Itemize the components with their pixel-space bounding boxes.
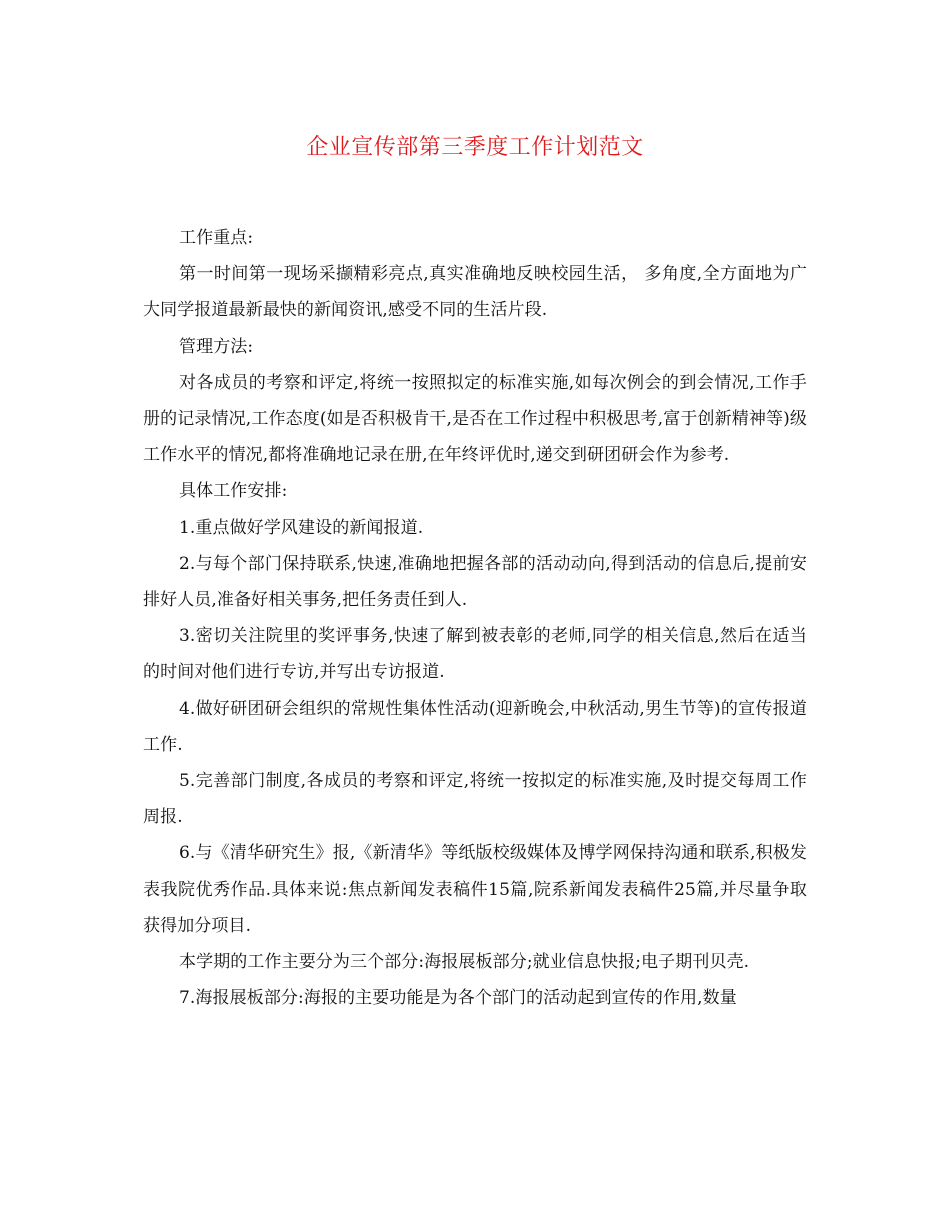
list-item-1: 1.重点做好学风建设的新闻报道.	[179, 517, 424, 538]
heading-work-arrangement: 具体工作安排:	[179, 481, 288, 502]
list-item-3: 3.密切关注院里的奖评事务,快速了解到被表彰的老师,同学的相关信息,然后在适当的时间对他们进行专访,并写出专访报道.	[143, 626, 807, 683]
paragraph-work-focus: 第一时间第一现场采撷精彩亮点,真实准确地反映校园生活， 多角度,全方面地为广大同学报道最新最快的新闻资讯,感受不同的生活片段.	[143, 264, 807, 321]
paragraph-management-method: 对各成员的考察和评定,将统一按照拟定的标准实施,如每次例会的到会情况,工作手册的记录情况,工作态度(如是否积极肯干,是否在工作过程中积极思考,富于创新精神等)级工作水平的情况,都将准确地记录在册,在年终评优时,递交到研团研会作为参考.	[143, 372, 807, 466]
list-item-5: 5.完善部门制度,各成员的考察和评定,将统一按拟定的标准实施,及时提交每周工作周报.	[143, 771, 807, 828]
list-item-2: 2.与每个部门保持联系,快速,准确地把握各部的活动动向,得到活动的信息后,提前安排好人员,准备好相关事务,把任务责任到人.	[143, 553, 807, 611]
heading-management-method: 管理方法:	[179, 336, 254, 357]
list-item-6: 6.与《清华研究生》报,《新清华》等纸版校级媒体及博学网保持沟通和联系,积极发表我院优秀作品.具体来说:焦点新闻发表稿件15篇,院系新闻发表稿件25篇,并尽量争取获得加分项目.	[143, 843, 807, 936]
list-item-7: 7.海报展板部分:海报的主要功能是为各个部门的活动起到宣传的作用,数量	[179, 988, 737, 1009]
list-item-4: 4.做好研团研会组织的常规性集体性活动(迎新晚会,中秋活动,男生节等)的宣传报道工作.	[143, 698, 807, 755]
paragraph-semester-overview: 本学期的工作主要分为三个部分:海报展板部分;就业信息快报;电子期刊贝壳.	[179, 952, 750, 973]
document-body	[143, 220, 807, 1016]
document-title: 企业宣传部第三季度工作计划范文	[306, 135, 644, 160]
heading-work-focus: 工作重点:	[179, 228, 254, 248]
